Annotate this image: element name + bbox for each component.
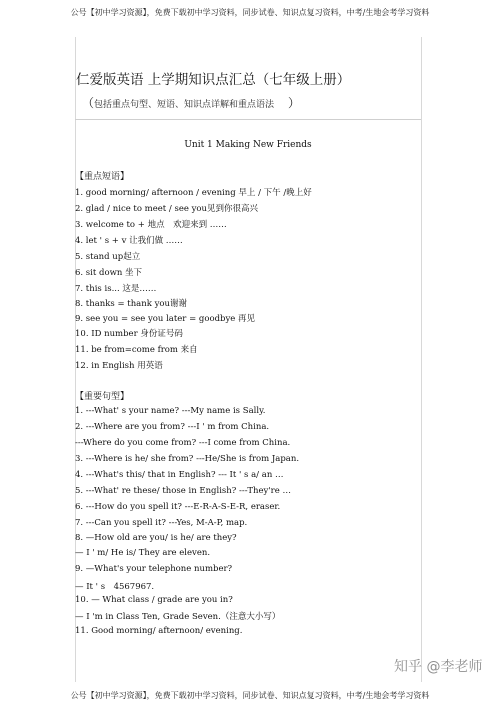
phrase-item: 3. welcome to + 地点 欢迎来到 …… — [75, 220, 227, 230]
sentence-item: 5. ---What' re these/ those in English? ---They're … — [75, 486, 291, 496]
title-divider — [75, 119, 421, 120]
phrase-item: 7. this is... 这是…… — [75, 284, 157, 294]
document-title: 仁爱版英语 上学期知识点汇总（七年级上册） — [76, 72, 351, 88]
phrase-item: 1. good morning/ afternoon / evening 早上 / 下午 /晚上好 — [75, 188, 312, 198]
sentence-item: 3. ---Where is he/ she from? ---He/She is from Japan. — [75, 454, 300, 464]
phrase-item: 4. let ' s + v 让我们做 …… — [75, 236, 183, 246]
top-banner: 公号【初中学习资源】，免费下载初中学习资料，同步试卷、知识点复习资料，中考/生地会考学习资料 — [70, 8, 430, 17]
sentence-item: — It ' s 4567967. — [75, 582, 155, 592]
phrase-item: 5. stand up起立 — [75, 252, 141, 262]
phrase-item: 12. in English 用英语 — [75, 361, 163, 371]
subtitle-open-paren: （ — [82, 96, 95, 110]
phrase-item: 2. glad / nice to meet / see you见到你很高兴 — [75, 204, 258, 214]
sentence-item: 7. ---Can you spell it? ---Yes, M-A-P, map. — [75, 518, 248, 528]
sentence-item: 8. —How old are you/ is he/ are they? — [75, 533, 237, 543]
sentence-item: 4. ---What's this/ that in English? --- It ' s a/ an … — [75, 470, 284, 480]
zhihu-watermark: 知乎 @李老师 — [394, 659, 483, 675]
section-title-phrases: 【重点短语】 — [75, 172, 130, 182]
sentence-item: ---Where do you come from? ---I come from China. — [75, 438, 291, 448]
sentence-item: 6. ---How do you spell it? ---E-R-A-S-E-R, eraser. — [75, 502, 281, 512]
document-subtitle — [82, 94, 300, 111]
sentence-item: — I ' m/ He is/ They are eleven. — [75, 548, 211, 558]
sentence-item: — I 'm in Class Ten, Grade Seven.（注意大小写） — [75, 612, 281, 622]
sentence-item: 11. Good morning/ afternoon/ evening. — [75, 626, 243, 636]
phrase-item: 11. be from=come from 来自 — [75, 345, 198, 355]
sentence-item: 2. ---Where are you from? ---I ' m from China. — [75, 422, 270, 432]
subtitle-close-paren: ） — [288, 96, 301, 110]
sentence-item: 1. ---What' s your name? ---My name is Sally. — [75, 406, 266, 416]
subtitle-text: 包括重点句型、短语、知识点详解和重点语法 — [94, 100, 275, 110]
section-title-sentences: 【重要句型】 — [75, 392, 130, 402]
bottom-banner: 公号【初中学习资源】，免费下载初中学习资料，同步试卷、知识点复习资料，中考/生地会考学习资料 — [70, 691, 430, 700]
phrase-item: 6. sit down 坐下 — [75, 268, 143, 278]
unit-heading: Unit 1 Making New Friends — [184, 140, 312, 150]
phrase-item: 8. thanks = thank you谢谢 — [75, 299, 187, 309]
sentence-item: 9. —What's your telephone number? — [75, 564, 233, 574]
sentence-item: 10. — What class / grade are you in? — [75, 595, 233, 605]
phrase-item: 9. see you = see you later = goodbye 再见 — [75, 314, 255, 324]
phrase-item: 10. ID number 身份证号码 — [75, 329, 183, 339]
